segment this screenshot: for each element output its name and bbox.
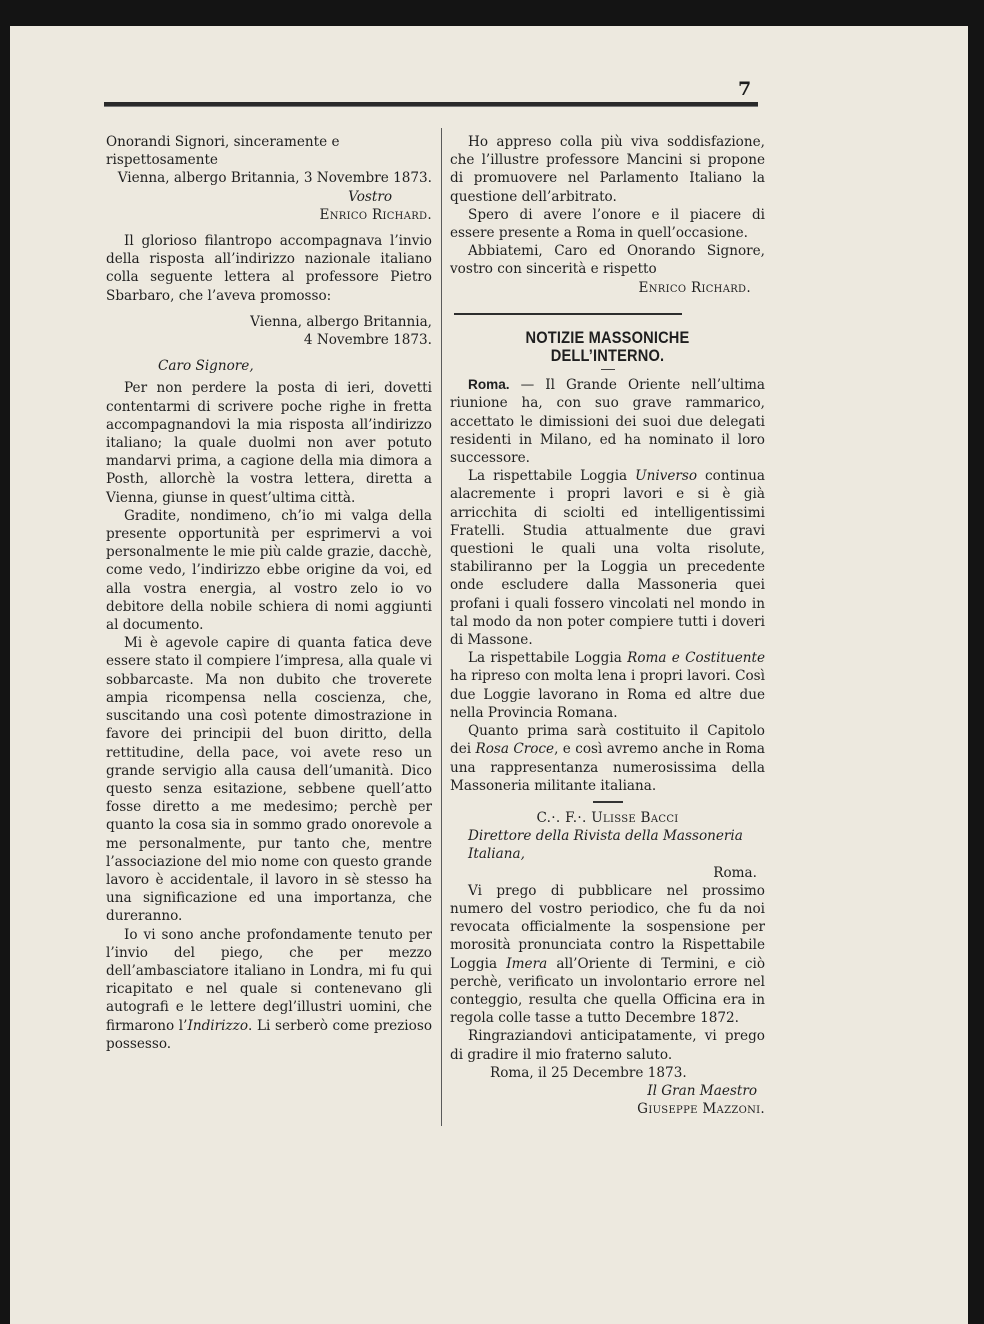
paragraph [450,722,765,795]
text-run: , e così avremo anche in Roma una rappresentanza numerosissima della Massoneria militante italiana. [450,741,766,794]
page-number: 7 [738,78,752,100]
right-column [450,133,765,1118]
heading-dash [601,369,615,370]
paragraph [450,376,765,467]
text-run: continua alacremente i propri lavori e si è già arricchita di sciolti ed intelligentissimi Fratelli. Studia attualmente due gravi questioni le quali una volta risolute, stabiliranno per la Loggia un precedente onde escludere dalla Massoneria quei profani i quali fossero vincolati nel mondo in tal modo da non poter compiere tutti i doveri di Massone. [450,468,765,649]
addressee-name: C.·. F.·. Ulisse Bacci [536,809,679,826]
addressee-place: Roma. [713,864,757,881]
paragraph: Per non perdere la posta di ieri, dovetti contentarmi di scrivere poche righe in fretta accompagnandovi la mia risposta all’indirizzo italiano; la quale duolmi non aver potuto mandarvi prima, a cagione della mia dimora a Posth, allorchè la vostra lettera, diretta a Vienna, giunse in quest’ultima città. [106,380,432,506]
header-rule [104,102,758,107]
text-run-bold: Roma. [468,377,510,393]
separator-dash [593,801,623,803]
paragraph: Ringraziandovi anticipatamente, vi prego di gradire il mio fraterno saluto. [450,1028,765,1063]
paragraph: Il glorioso filantropo accompagnava l’invio della risposta all’indirizzo nazionale italiano colla seguente lettera al professore Pietro Sbarbaro, che l’aveva promosso: [106,233,432,304]
signatory-name: Giuseppe Mazzoni. [637,1101,765,1118]
paragraph: Spero di avere l’onore e il piacere di essere presente a Roma in quell’occasione. [450,206,765,242]
column-separator [441,128,442,1126]
text-run: Vi prego di pubblicare nel prossimo numero del vostro periodico, che fu da noi revocata officialmente la sospensione per morosità pronunciata contro la Rispettabile Loggia [450,882,765,972]
text-run-italic: Rosa Croce [475,741,555,758]
letter-greeting: Caro Signore, [158,358,254,375]
paragraph: Mi è agevole capire di quanta fatica deve essere stato il compiere l’impresa, alla quale vi sobbarcaste. Ma non dubito che troverete ampia ricompensa nella coscienza, che, suscitando una così potente dimostrazione in favore dei principii del buon diritto, della rettitudine, della pace, voi avete reso un grande servigio alla causa dell’umanità. Dico questo senza esitazione, sebbene quell’atto fosse diretto a me medesimo; perchè per quanto la cosa sia in sommo grado onorevole a me personalmente, pur tanto che, mentre l’associazione del mio nome con questo grande lavoro è accidentale, il lavoro in sè stesso ha una significazione ed una importanza, che dureranno. [106,635,432,925]
paragraph [450,649,765,722]
text-run: Io vi sono anche profondamente tenuto per l’invio del piego, che per mezzo dell’ambasciatore italiano in Londra, mi fu qui ricapitato e nel quale si contenevano gli autografi e le lettere degl’illustri uomini, che firmarono l’ [106,926,432,1034]
letter-signature: Enrico Richard. [319,206,432,223]
section-heading: NOTIZIE MASSONICHE DELL’INTERNO. [525,327,690,366]
letter-date: Vienna, albergo Britannia, 3 Novembre 1873. [117,170,432,187]
text-run-italic: Universo [635,468,698,485]
paragraph [450,882,765,1028]
text-run: . Li serberò come prezioso possesso. [106,1017,432,1052]
text-run: all’Oriente di Termini, e ciò perchè, verificato un involontario errore nel conteggio, resulta che quella Officina era in regola colle tasse a tutto Decembre 1872. [450,955,766,1027]
paragraph [106,926,432,1053]
paragraph [450,467,765,649]
letter-date: 4 Novembre 1873. [303,332,432,349]
text-run: La rispettabile Loggia [468,650,628,667]
paragraph: Gradite, nondimeno, ch’io mi valga della presente opportunità per esprimervi a voi personalmente le mie più calde grazie, dacchè, come vedo, l’indirizzo ebbe origine da voi, ed alla vostra energia, al vostro zelo io vo debitore della nobile schiera di nomi aggiunti al documento. [106,507,432,634]
text-run: Quanto prima sarà costituito il Capitolo dei [450,723,765,758]
paragraph: Ho appreso colla più viva soddisfazione, che l’illustre professore Mancini si propone di promuovere nel Parlamento Italiano la questione dell’arbitrato. [450,134,765,205]
closing-line: Onorandi Signori, sinceramente e rispettosamente [106,134,340,169]
letter-place: Vienna, albergo Britannia, [250,313,432,330]
text-run: La rispettabile Loggia [468,468,636,485]
text-run-italic: Indirizzo [187,1017,249,1034]
scan-border-top [0,0,984,26]
left-column [106,133,432,1053]
text-run-italic: Imera [506,955,548,972]
text-run-italic: Roma e Costituente [627,650,766,667]
addressee-title: Direttore della Rivista della Massoneria Italiana, [468,828,743,863]
paragraph: Abbiatemi, Caro ed Onorando Signore, vostro con sincerità e rispetto [450,243,765,278]
text-run: ha ripreso con molta lena i propri lavori. Così due Loggie lavorano in Roma ed altre due nella Provincia Romana. [450,668,765,721]
section-rule [454,313,682,315]
letter-date: Roma, il 25 Decembre 1873. [490,1064,687,1081]
letter-closing: Vostro [348,188,392,205]
signatory-title: Il Gran Maestro [647,1082,757,1099]
text-run: — Il Grande Oriente nell’ultima riunione ha, con suo grave rammarico, accettato le dimissioni dei suoi due delegati residenti in Milano, ed ha nominato il loro successore. [450,377,765,467]
letter-signature: Enrico Richard. [638,279,751,296]
